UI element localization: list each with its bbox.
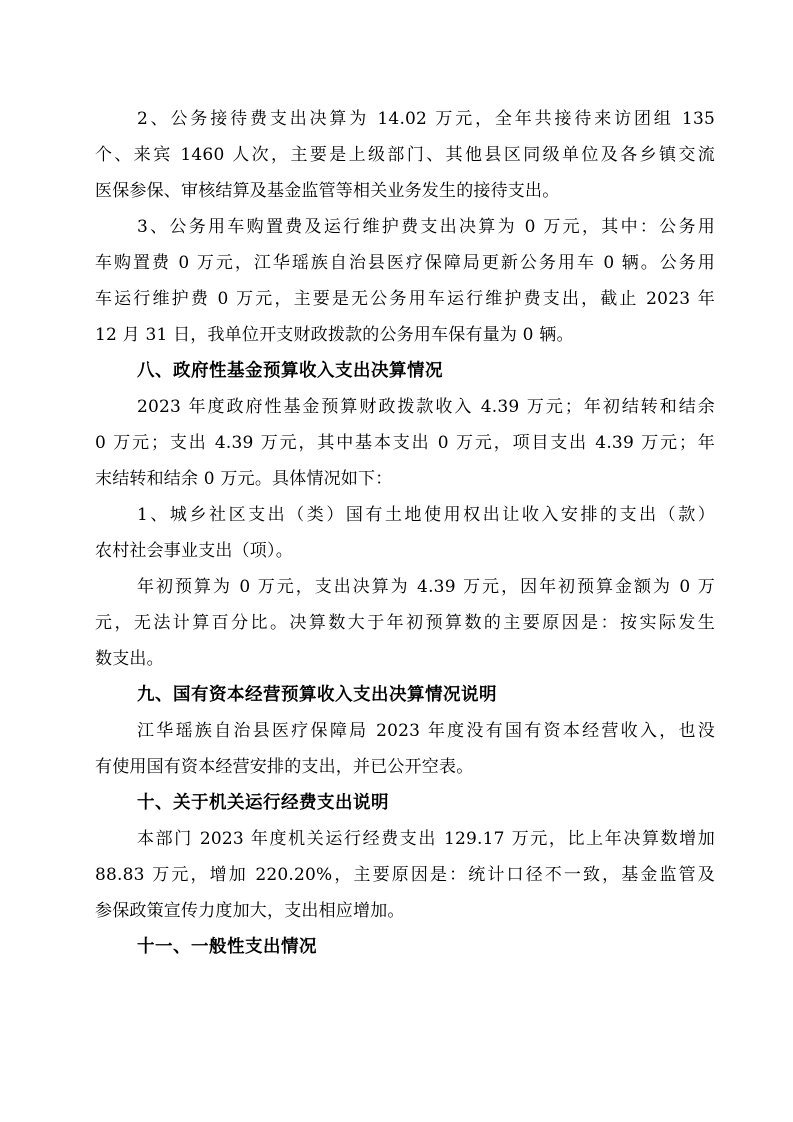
- operating-line-1: 本部门 2023 年度机关运行经费支出 129.17 万元，比上年决算数增加: [137, 829, 715, 849]
- operating-line-3: 参保政策宣传力度加大，支出相应增加。: [95, 901, 405, 921]
- operating-line-2: 88.83 万元，增加 220.20%，主要原因是：统计口径不一致，基金监管及: [95, 865, 715, 885]
- reception-paragraph-line-3: 医保参保、审核结算及基金监管等相关业务发生的接待支出。: [95, 181, 560, 201]
- vehicle-paragraph-line-4: 12 月 31 日，我单位开支财政拨款的公务用车保有量为 0 辆。: [95, 325, 574, 345]
- vehicle-paragraph-line-3: 车运行维护费 0 万元，主要是无公务用车运行维护费支出，截止 2023 年: [95, 289, 715, 309]
- vehicle-paragraph-line-2: 车购置费 0 万元，江华瑶族自治县医疗保障局更新公务用车 0 辆。公务用: [95, 253, 715, 273]
- reception-paragraph-line-2: 个、来宾 1460 人次，主要是上级部门、其他县区同级单位及各乡镇交流: [95, 145, 715, 165]
- section-heading-state-capital: 九、国有资本经营预算收入支出决算情况说明: [137, 685, 497, 705]
- section-heading-operating-expenses: 十、关于机关运行经费支出说明: [137, 793, 389, 813]
- fund-detail-line-3: 数支出。: [95, 649, 164, 669]
- reception-paragraph-line-1: 2、公务接待费支出决算为 14.02 万元，全年共接待来访团组 135: [137, 109, 715, 129]
- vehicle-paragraph-line-1: 3、公务用车购置费及运行维护费支出决算为 0 万元，其中：公务用: [137, 217, 715, 237]
- fund-summary-line-2: 0 万元；支出 4.39 万元，其中基本支出 0 万元，项目支出 4.39 万元；年: [95, 433, 715, 453]
- state-capital-line-1: 江华瑶族自治县医疗保障局 2023 年度没有国有资本经营收入，也没: [137, 721, 715, 741]
- state-capital-line-2: 有使用国有资本经营安排的支出，并已公开空表。: [95, 757, 474, 777]
- fund-item-line-2: 农村社会事业支出（项）。: [95, 541, 293, 561]
- fund-detail-line-1: 年初预算为 0 万元，支出决算为 4.39 万元，因年初预算金额为 0 万: [137, 577, 715, 597]
- section-heading-general-expenses: 十一、一般性支出情况: [137, 937, 317, 957]
- section-heading-government-fund: 八、政府性基金预算收入支出决算情况: [137, 361, 443, 381]
- fund-detail-line-2: 元，无法计算百分比。决算数大于年初预算数的主要原因是：按实际发生: [95, 613, 715, 633]
- fund-item-line-1: 1、城乡社区支出（类）国有土地使用权出让收入安排的支出（款）: [137, 505, 715, 525]
- fund-summary-line-1: 2023 年度政府性基金预算财政拨款收入 4.39 万元；年初结转和结余: [137, 397, 715, 417]
- fund-summary-line-3: 末结转和结余 0 万元。具体情况如下：: [95, 469, 393, 489]
